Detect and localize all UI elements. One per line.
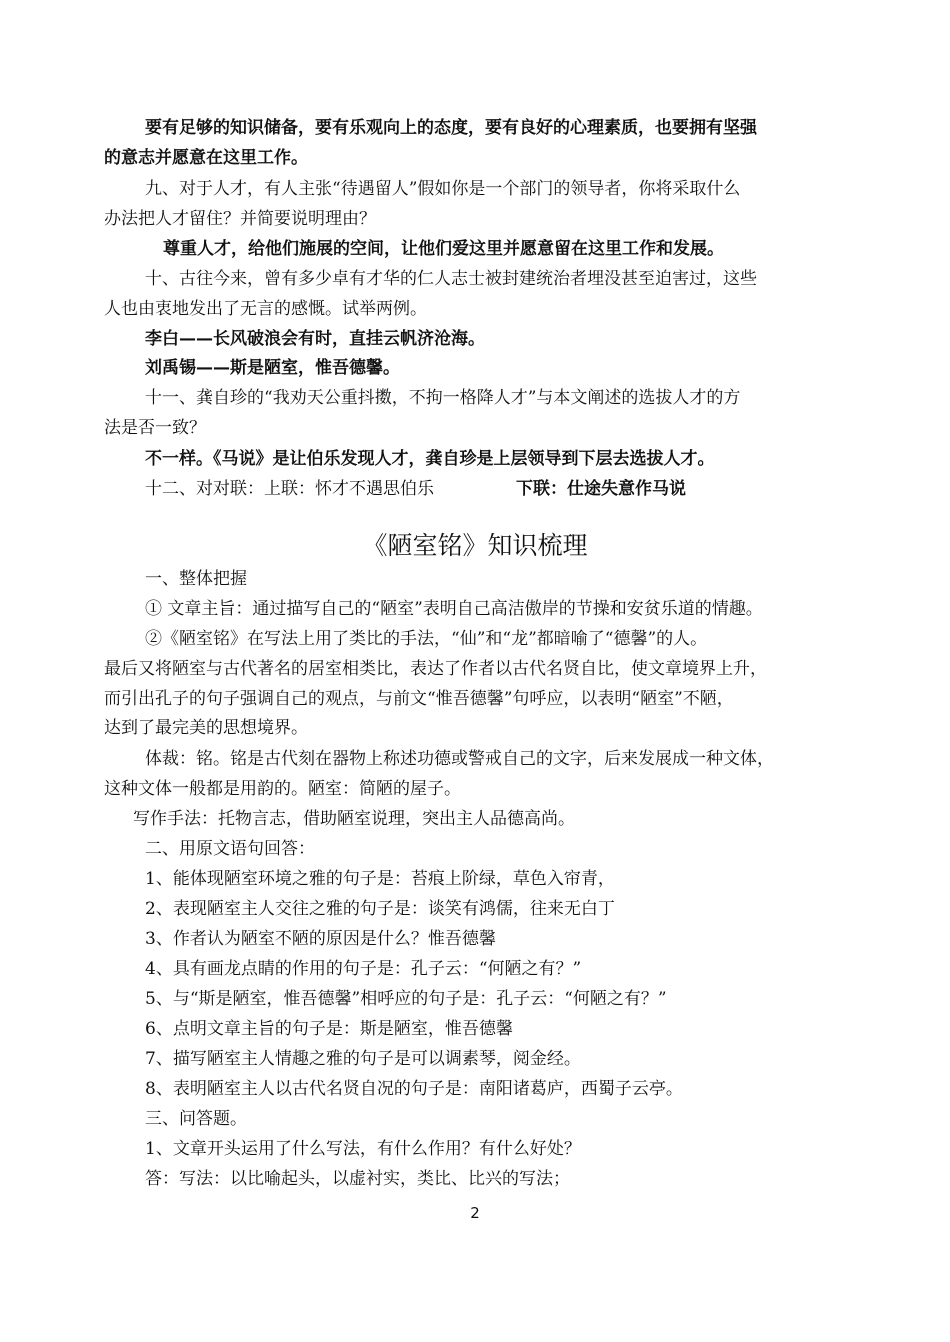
paragraph-analogy-cont: 达到了最完美的思想境界。: [104, 718, 308, 738]
answer-10-li-bai: 李白——长风破浪会有时，直挂云帆济沧海。: [145, 329, 485, 349]
list-item: 7、描写陋室主人情趣之雅的句子是可以调素琴，阅金经。: [145, 1049, 581, 1069]
answer-line: 的意志并愿意在这里工作。: [104, 148, 308, 168]
list-item: 8、表明陋室主人以古代名贤自况的句子是：南阳诸葛庐，西蜀子云亭。: [145, 1079, 683, 1099]
answer-11: 不一样。《马说》是让伯乐发现人才，龚自珍是上层领导到下层去选拔人才。: [145, 449, 715, 469]
paragraph-theme: ① 文章主旨：通过描写自己的“陋室”表明自己高洁傲岸的节操和安贫乐道的情趣。: [145, 599, 763, 619]
couplet-upper: 十二、对对联：上联：怀才不遇思伯乐: [145, 479, 434, 499]
section-title: 《陋室铭》知识梳理: [362, 531, 588, 560]
question-11: 十一、龚自珍的“我劝天公重抖擞，不拘一格降人才”与本文阐述的选拔人才的方: [145, 388, 741, 408]
question-10-cont: 人也由衷地发出了无言的感慨。试举两例。: [104, 299, 427, 319]
list-item: 3、作者认为陋室不陋的原因是什么？惟吾德馨: [145, 929, 496, 949]
paragraph-analogy-cont: 最后又将陋室与古代著名的居室相类比，表达了作者以古代名贤自比，使文章境界上升，: [104, 659, 767, 679]
list-item: 6、点明文章主旨的句子是：斯是陋室，惟吾德馨: [145, 1019, 513, 1039]
paragraph-genre: 体裁：铭。铭是古代刻在器物上称述功德或警戒自己的文字，后来发展成一种文体，: [145, 749, 774, 769]
page-number: 2: [470, 1204, 480, 1222]
question-9: 九、对于人才，有人主张“待遇留人”假如你是一个部门的领导者，你将采取什么: [145, 179, 741, 199]
list-item: 2、表现陋室主人交往之雅的句子是：谈笑有鸿儒，往来无白丁: [145, 899, 615, 919]
question-12: [145, 478, 686, 500]
paragraph-genre-cont: 这种文体一般都是用韵的。陋室：简陋的屋子。: [104, 779, 461, 799]
paragraph-analogy-cont: 而引出孔子的句子强调自己的观点，与前文“惟吾德馨”句呼应，以表明“陋室”不陋，: [104, 689, 734, 709]
question-item: 1、文章开头运用了什么写法，有什么作用？有什么好处？: [145, 1139, 581, 1159]
paragraph-analogy: ②《陋室铭》在写法上用了类比的手法，“仙”和“龙”都暗喻了“德馨”的人。: [145, 629, 708, 649]
list-item: 1、能体现陋室环境之雅的句子是：苔痕上阶绿，草色入帘青，: [145, 869, 615, 889]
couplet-lower: 下联：仕途失意作马说: [516, 479, 686, 499]
paragraph-technique: 写作手法：托物言志，借助陋室说理，突出主人品德高尚。: [133, 809, 575, 829]
heading-1: 一、整体把握: [145, 569, 247, 589]
answer-10-liu-yuxi: 刘禹锡——斯是陋室，惟吾德馨。: [145, 358, 400, 378]
heading-2: 二、用原文语句回答：: [145, 839, 315, 859]
question-9-cont: 办法把人才留住？并简要说明理由？: [104, 209, 376, 229]
answer-9: 尊重人才，给他们施展的空间，让他们爱这里并愿意留在这里工作和发展。: [163, 239, 724, 259]
list-item: 4、具有画龙点睛的作用的句子是：孔子云：“何陋之有？”: [145, 959, 582, 979]
heading-3: 三、问答题。: [145, 1109, 247, 1129]
question-11-cont: 法是否一致？: [104, 418, 206, 438]
question-10: 十、古往今来，曾有多少卓有才华的仁人志士被封建统治者埋没甚至迫害过，这些: [145, 269, 757, 289]
answer-line: 要有足够的知识储备，要有乐观向上的态度，要有良好的心理素质，也要拥有坚强: [145, 118, 757, 138]
answer-item: 答：写法：以比喻起头，以虚衬实，类比、比兴的写法；: [145, 1169, 570, 1189]
list-item: 5、与“斯是陋室，惟吾德馨”相呼应的句子是：孔子云：“何陋之有？”: [145, 989, 667, 1009]
